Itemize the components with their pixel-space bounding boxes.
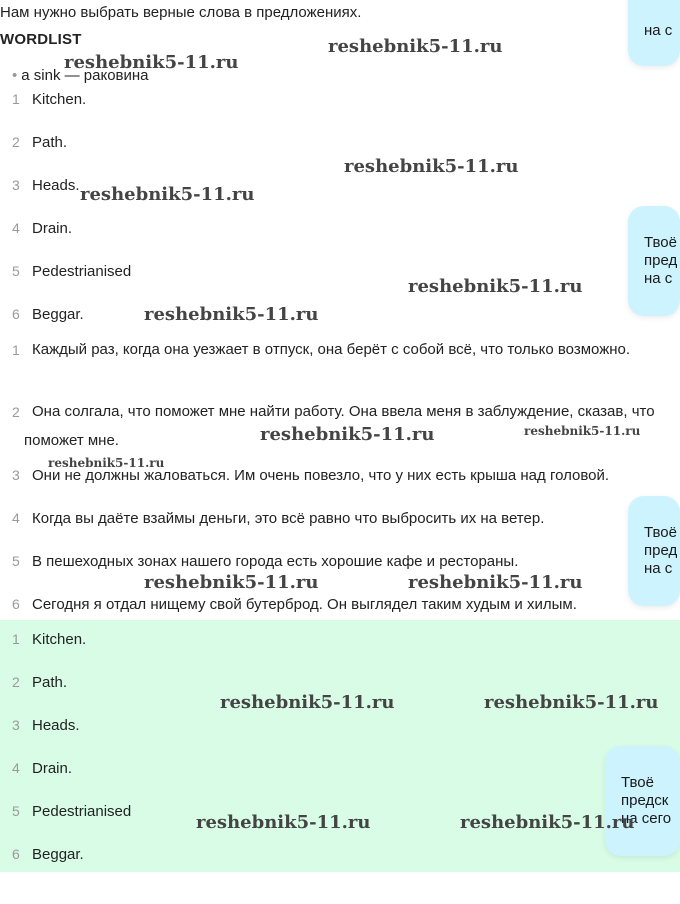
bubble-line: Твоё <box>644 234 677 251</box>
row-number: 3 <box>12 467 20 483</box>
row-number: 5 <box>12 553 20 569</box>
row-number: 6 <box>12 306 20 322</box>
bubble-text: на с <box>644 22 673 39</box>
promo-bubble[interactable] <box>628 496 680 606</box>
watermark: reshebnik5-11.ru <box>48 456 165 470</box>
watermark: reshebnik5-11.ru <box>344 156 519 177</box>
translation-text: В пешеходных зонах нашего города есть хорошие кафе и рестораны. <box>32 553 519 570</box>
row-number: 1 <box>12 631 20 647</box>
row-number: 2 <box>12 674 20 690</box>
row-number: 5 <box>12 803 20 819</box>
row-number: 3 <box>12 717 20 733</box>
promo-bubble[interactable] <box>605 746 680 856</box>
row-number: 1 <box>12 91 20 107</box>
answer-text: Path. <box>32 674 68 691</box>
promo-bubble[interactable] <box>628 0 680 66</box>
row-number: 4 <box>12 220 20 236</box>
row-number: 2 <box>12 404 20 420</box>
row-number: 6 <box>12 596 20 612</box>
bubble-line: на с <box>644 270 673 287</box>
row-number: 1 <box>12 342 20 358</box>
watermark: reshebnik5-11.ru <box>524 424 641 438</box>
watermark: reshebnik5-11.ru <box>408 276 583 297</box>
watermark: reshebnik5-11.ru <box>80 184 255 205</box>
answer-text: Heads. <box>32 717 80 734</box>
answer-text: Drain. <box>32 220 73 237</box>
watermark: reshebnik5-11.ru <box>260 424 435 445</box>
watermark: reshebnik5-11.ru <box>144 304 319 325</box>
answer-text: Drain. <box>32 760 73 777</box>
watermark: reshebnik5-11.ru <box>408 572 583 593</box>
translation-text: Они не должны жаловаться. Им очень повезло, что у них есть крыша над головой. <box>32 467 610 484</box>
row-number: 2 <box>12 134 20 150</box>
wordlist-item-text: a sink — раковина <box>21 67 149 83</box>
bullet-icon: • <box>12 67 18 83</box>
translation-text: Когда вы даёте взаймы деньги, это всё равно что выбросить их на ветер. <box>32 510 545 527</box>
watermark: reshebnik5-11.ru <box>328 36 503 57</box>
row-number: 4 <box>12 510 20 526</box>
bubble-line: предск <box>621 792 669 809</box>
wordlist-item <box>12 67 149 83</box>
answer-text: Beggar. <box>32 846 84 863</box>
translation-text: Каждый раз, когда она уезжает в отпуск, она берёт с собой всё, что только возможно. <box>32 341 631 358</box>
wordlist-title: WORDLIST <box>0 31 82 48</box>
watermark: reshebnik5-11.ru <box>196 812 371 833</box>
answer-text: Beggar. <box>32 306 84 323</box>
row-number: 4 <box>12 760 20 776</box>
row-number: 6 <box>12 846 20 862</box>
answer-text: Kitchen. <box>32 91 87 108</box>
watermark: reshebnik5-11.ru <box>460 812 635 833</box>
bubble-line: пред <box>644 252 678 269</box>
bubble-line: на сего <box>621 810 672 827</box>
answer-text: Kitchen. <box>32 631 87 648</box>
bubble-line: на с <box>644 560 673 577</box>
translation-text: Она солгала, что поможет мне найти работу. Она ввела меня в заблуждение, сказав, что поможет мне. <box>24 403 655 449</box>
answer-text: Pedestrianised <box>32 803 132 820</box>
answers-highlight-block <box>0 620 680 872</box>
bubble-line: пред <box>644 542 678 559</box>
watermark: reshebnik5-11.ru <box>64 52 239 73</box>
row-number: 3 <box>12 177 20 193</box>
answer-text: Heads. <box>32 177 80 194</box>
intro-text: Нам нужно выбрать верные слова в предложениях. <box>0 4 362 21</box>
bubble-line: Твоё <box>621 774 654 791</box>
answer-text: Path. <box>32 134 68 151</box>
watermark: reshebnik5-11.ru <box>144 572 319 593</box>
watermark: reshebnik5-11.ru <box>220 692 395 713</box>
answer-text: Pedestrianised <box>32 263 132 280</box>
row-number: 5 <box>12 263 20 279</box>
watermark: reshebnik5-11.ru <box>484 692 659 713</box>
translation-text: Сегодня я отдал нищему свой бутерброд. Он выглядел таким худым и хилым. <box>32 596 577 613</box>
promo-bubble[interactable] <box>628 206 680 316</box>
bubble-line: Твоё <box>644 524 677 541</box>
